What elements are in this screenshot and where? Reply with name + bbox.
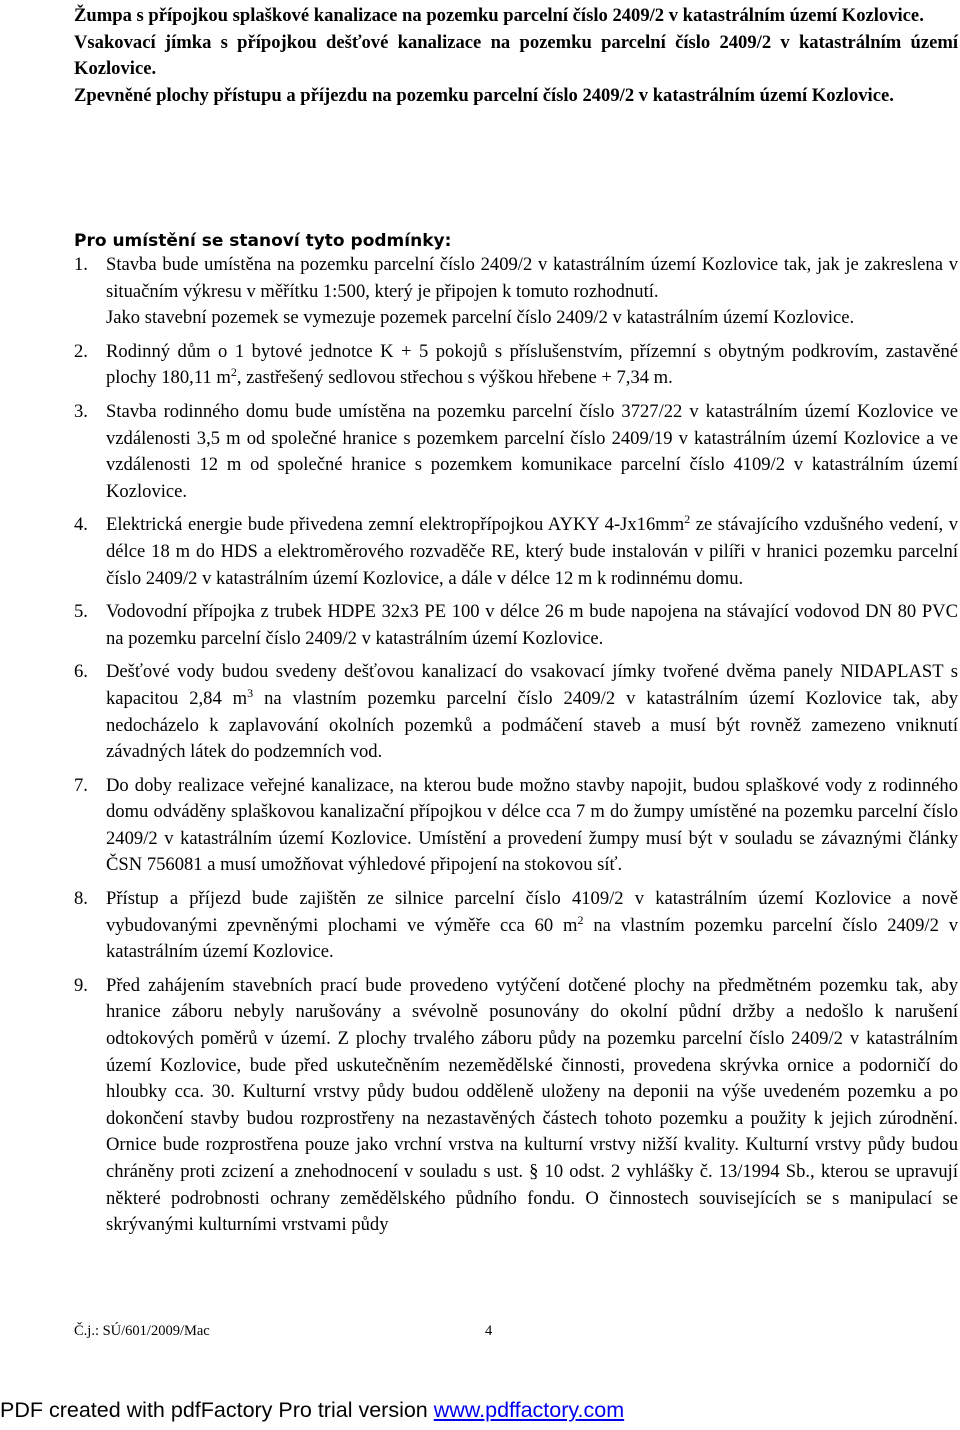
condition-text (106, 339, 958, 392)
condition-text: Stavba rodinného domu bude umístěna na pozemku parcelní číslo 3727/22 v katastrálním území Kozlovice ve vzdálenosti 3,5 m od společné hranice s pozemkem parcelní číslo 2409/19 v katastrálním území Kozlovice a ve vzdálenosti 12 m od společné hranice s pozemkem komunikace parcelní číslo 4109/2 v katastrálním území Kozlovice. (106, 400, 958, 502)
condition-text: Vodovodní přípojka z trubek HDPE 32x3 PE 100 v délce 26 m bude napojena na stávající vodovod DN 80 PVC na pozemku parcelní číslo 2409/2 v katastrálním území Kozlovice. (106, 601, 958, 649)
condition-text-part: Dešťové vody budou svedeny dešťovou kanalizací do vsakovací jímky tvořené dvěma panely NIDAPLAST s kapacitou 2,84 m (106, 661, 958, 709)
condition-text: Před zahájením stavebních prací bude provedeno vytýčení dotčené plochy na předmětném pozemku tak, aby hranice záboru nebyly narušovány a svévolně posunovány do okolní půdní držby a nedošlo k narušení odtokových poměrů v území. Z plochy trvalého záboru půdy na pozemku parcelní číslo 2409/2 v katastrálním území Kozlovice, bude před uskutečněním nezemědělské činnosti, provedena skrývka ornice a podorničí do hloubky cca. 30. Kulturní vrstvy půdy budou odděleně uloženy na deponii na výše uvedeném pozemku a po dokončení stavby budou rozprostřeny na nezastavěných částech tohoto pozemku a použity k jejich zúrodnění. Ornice bude rozprostřena pouze jako vrchní vrstva na kulturní vrstvy nižší kvality. Kulturní vrstvy půdy budou chráněny proti zcizení a znehodnocení v souladu s ust. § 10 odst. 2 vyhlášky č. 13/1994 Sb., kterou se upravují některé podrobnosti ochrany zemědělského půdního fondu. O činnostech souvisejících se s manipulací se skrývanými kulturními vrstvami půdy (106, 974, 958, 1236)
condition-number: 7. (74, 774, 88, 796)
intro-paragraph: Vsakovací jímka s přípojkou dešťové kanalizace na pozemku parcelní číslo 2409/2 v katastrálním území Kozlovice. (74, 31, 958, 79)
intro-paragraph: Zpevněné plochy přístupu a příjezdu na pozemku parcelní číslo 2409/2 v katastrálním území Kozlovice. (74, 84, 894, 106)
superscript: 2 (577, 912, 584, 927)
condition-number: 5. (74, 601, 88, 623)
intro-section (74, 3, 958, 109)
condition-item-2 (74, 339, 958, 392)
page-number: 4 (485, 1323, 493, 1339)
condition-text-part: Přístup a příjezd bude zajištěn ze silnice parcelní číslo 4109/2 v katastrálním území Kozlovice a nově vybudovanými zpevněnými plochami ve výměře cca 60 m (106, 888, 958, 936)
condition-text (106, 886, 958, 966)
condition-text-part: Rodinný dům o 1 bytové jednotce K + 5 pokojů s příslušenstvím, přízemní s obytným podkrovím, zastavěné plochy 180,11 m (106, 340, 958, 389)
condition-text (106, 512, 958, 592)
condition-item-1 (74, 252, 958, 332)
condition-item-3 (74, 399, 958, 505)
condition-item-5 (74, 599, 958, 652)
condition-number: 1. (74, 254, 88, 275)
condition-text: Stavba bude umístěna na pozemku parcelní číslo 2409/2 v katastrálním území Kozlovice tak, jak je zakreslena v situačním výkresu v měřítku 1:500, který je připojen k tomuto rozhodnutí. (106, 254, 958, 302)
condition-text-part: Elektrická energie bude přivedena zemní elektropřípojkou AYKY 4-Jx16mm (106, 514, 685, 536)
condition-item-4 (74, 512, 958, 592)
intro-paragraph: Žumpa s přípojkou splaškové kanalizace na pozemku parcelní číslo 2409/2 v katastrálním území Kozlovice. (74, 5, 924, 26)
watermark-text: PDF created with pdfFactory Pro trial version (0, 1398, 434, 1422)
condition-number: 8. (74, 888, 88, 910)
condition-text-part: na vlastním pozemku parcelní číslo 2409/2 v katastrálním území Kozlovice. (106, 914, 958, 963)
conditions-heading: Pro umístění se stanoví tyto podmínky: (74, 231, 452, 251)
pdffactory-link[interactable]: www.pdffactory.com (433, 1398, 625, 1422)
condition-item-6 (74, 659, 958, 765)
condition-item-7 (74, 773, 958, 879)
conditions-list (74, 252, 958, 1246)
condition-item-8 (74, 886, 958, 966)
superscript: 2 (230, 365, 237, 380)
condition-text: Do doby realizace veřejné kanalizace, na kterou bude možno stavby napojit, budou splaškové vody z rodinného domu odváděny splaškovou kanalizační přípojkou v délce cca 7 m do žumpy umístěné na pozemku parcelní číslo 2409/2 v katastrálním území Kozlovice. Umístění a provedení žumpy musí být v souladu se závaznými články ČSN 756081 a musí umožňovat výhledové připojení na stokovou síť. (106, 774, 958, 876)
condition-text (106, 659, 958, 765)
condition-number: 3. (74, 400, 88, 422)
condition-text: Jako stavební pozemek se vymezuje pozemek parcelní číslo 2409/2 v katastrálním území Kozlovice. (106, 307, 855, 329)
condition-text-part: na vlastním pozemku parcelní číslo 2409/2 v katastrálním území Kozlovice tak, aby nedocházelo k zaplavování okolních pozemků a podmáčení staveb a musí být rovněž zamezeno vniknutí závadných látek do podzemních vod. (106, 687, 958, 763)
condition-item-9 (74, 973, 958, 1239)
condition-number: 9. (74, 974, 88, 996)
condition-text-part: , zastřešený sedlovou střechou s výškou hřebene + 7,34 m. (236, 367, 673, 389)
condition-number: 4. (74, 514, 88, 536)
condition-text-part: ze stávajícího vzdušného vedení, v délce 18 m do HDS a elektroměrového rozvaděče RE, který bude instalován v pilíři v hranici pozemku parcelní číslo 2409/2 v katastrálním území Kozlovice, a dále v délce 12 m k rodinnému domu. (106, 514, 958, 589)
condition-number: 6. (74, 661, 88, 683)
superscript: 2 (684, 512, 691, 527)
superscript: 3 (247, 685, 254, 700)
pdf-watermark (0, 1398, 624, 1423)
document-reference: Č.j.: SÚ/601/2009/Mac (74, 1323, 210, 1339)
document-page (74, 0, 958, 1236)
condition-number: 2. (74, 340, 88, 362)
